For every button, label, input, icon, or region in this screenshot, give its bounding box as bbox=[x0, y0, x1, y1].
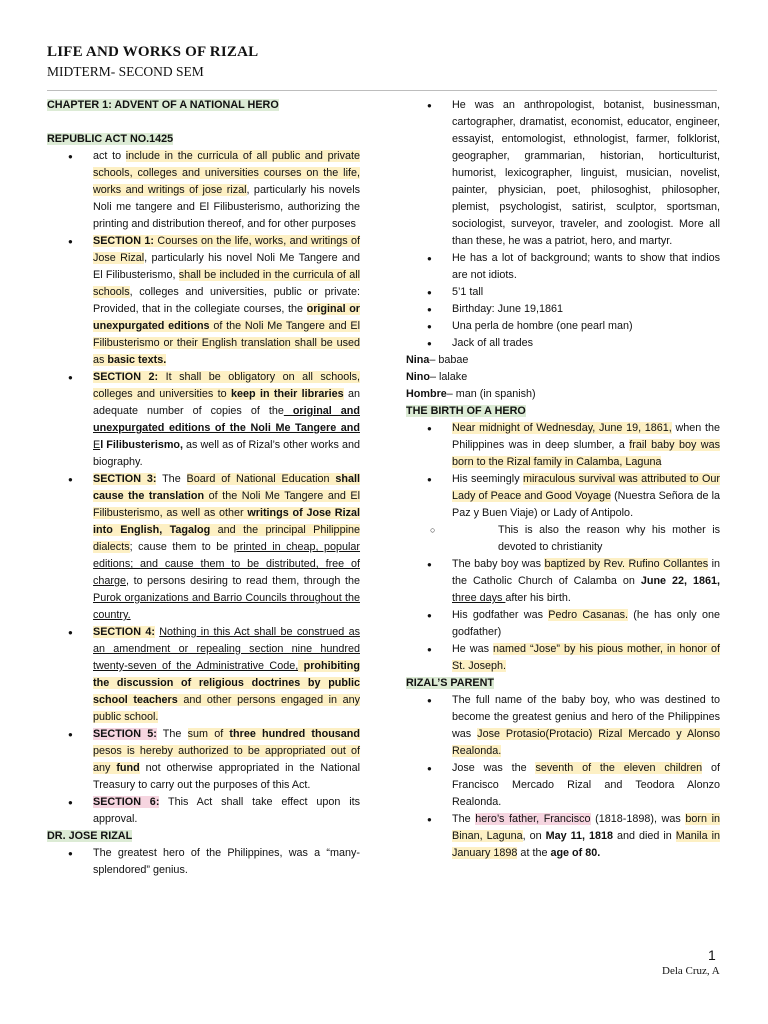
list-item: ● SECTION 3: The Board of National Education shall cause the translation of the Noli Me Tangere and El Filibusterismo, as well as other writings of Jose Rizal into English, Tagalog and the principal Philippine dialects; cause them to be printed in cheap, popular editions; and cause them to be distributed, free of charge, to persons desiring to read them, through the Purok organizations and Barrio Councils throughout the country. bbox=[47, 471, 360, 624]
republic-act-list bbox=[47, 148, 360, 828]
list-item: ● SECTION 2: It shall be obligatory on all schools, colleges and universities to keep in their libraries an adequate number of copies of the original and unexpurgated editions of the Noli Me Tangere and El Filibusterismo, as well as of Rizal’s other works and biography. bbox=[47, 369, 360, 471]
list-item: ● SECTION 5: The sum of three hundred thousand pesos is hereby authorized to be appropriated out of any fund not otherwise appropriated in the National Treasury to carry out the purposes of this Act. bbox=[47, 726, 360, 794]
rizal-traits-list bbox=[406, 97, 720, 352]
document-header bbox=[47, 44, 717, 80]
list-item: ● The hero’s father, Francisco (1818-1898), was born in Binan, Laguna, on May 11, 1818 and died in Manila in January 1898 at the age of 80. bbox=[406, 811, 720, 862]
birth-list bbox=[406, 420, 720, 675]
list-item: ● The full name of the baby boy, who was destined to become the greatest genius and hero of the Philippines was Jose Protasio(Protacio) Rizal Mercado y Alonso Realonda. bbox=[406, 692, 720, 760]
left-column bbox=[47, 97, 360, 879]
list-item: ● Jack of all trades bbox=[406, 335, 720, 352]
rizal-list bbox=[47, 845, 360, 879]
rizal-heading: DR. JOSE RIZAL bbox=[47, 830, 133, 842]
header-divider bbox=[47, 90, 717, 91]
list-item: ○ This is also the reason why his mother is devoted to christianity bbox=[406, 522, 720, 556]
chapter-heading: CHAPTER 1: ADVENT OF A NATIONAL HERO bbox=[47, 99, 279, 111]
page-number: 1 bbox=[708, 947, 716, 963]
list-item: ● Jose was the seventh of the eleven children of Francisco Mercado Rizal and Teodora Alonzo Realonda. bbox=[406, 760, 720, 811]
list-item: ● He was named “Jose” by his pious mother, in honor of St. Joseph. bbox=[406, 641, 720, 675]
vocab-nina: Nina– babae bbox=[406, 354, 469, 366]
parent-heading: RIZAL’S PARENT bbox=[406, 677, 494, 689]
document-subtitle: MIDTERM- SECOND SEM bbox=[47, 64, 204, 79]
vocab-nino: Nino– lalake bbox=[406, 371, 468, 383]
birth-heading: THE BIRTH OF A HERO bbox=[406, 405, 526, 417]
list-item: ● The greatest hero of the Philippines, was a “many-splendored” genius. bbox=[47, 845, 360, 879]
list-item: ● Near midnight of Wednesday, June 19, 1861, when the Philippines was in deep slumber, a frail baby boy was born to the Rizal family in Calamba, Laguna bbox=[406, 420, 720, 471]
list-item: ● SECTION 4: Nothing in this Act shall be construed as an amendment or repealing section nine hundred twenty-seven of the Administrative Code, prohibiting the discussion of religious doctrines by public school teachers and other persons engaged in any public school. bbox=[47, 624, 360, 726]
list-item: ● Una perla de hombre (one pearl man) bbox=[406, 318, 720, 335]
document-title: LIFE AND WORKS OF RIZAL bbox=[47, 44, 259, 60]
list-item: ● He has a lot of background; wants to show that indios are not idiots. bbox=[406, 250, 720, 284]
parent-list bbox=[406, 692, 720, 862]
list-item: ● The baby boy was baptized by Rev. Rufino Collantes in the Catholic Church of Calamba on June 22, 1861, three days after his birth. bbox=[406, 556, 720, 607]
list-item: ● SECTION 1: Courses on the life, works, and writings of Jose Rizal, particularly his novel Noli Me Tangere and El Filibusterismo, shall be included in the curricula of all schools, colleges and universities, public or private: Provided, that in the collegiate courses, the original or unexpurgated editions of the Noli Me Tangere and El Filibusterismo or their English translation shall be used as basic texts. bbox=[47, 233, 360, 369]
list-item: ● SECTION 6: This Act shall take effect upon its approval. bbox=[47, 794, 360, 828]
list-item: ● act to include in the curricula of all public and private schools, colleges and universities courses on the life, works and writings of jose rizal, particularly his novels Noli me tangere and El Filibusterismo, authorizing the printing and distribution thereof, and for other purposes bbox=[47, 148, 360, 233]
birth-sublist bbox=[452, 522, 720, 556]
list-item: ● His godfather was Pedro Casanas. (he has only one godfather) bbox=[406, 607, 720, 641]
list-item: ● 5’1 tall bbox=[406, 284, 720, 301]
vocab-hombre: Hombre– man (in spanish) bbox=[406, 388, 536, 400]
list-item: ● He was an anthropologist, botanist, businessman, cartographer, dramatist, economist, educator, engineer, essayist, entomologist, ethnologist, farmer, folklorist, geographer, grammarian, historian, horticulturist, humorist, lexicographer, linguist, musician, novelist, painter, physician, poet, philosoghist, philosopher, plemist, psychologist, satirist, sculptor, sportsman, sociologist, surveyor, traveler, and zoologist. More all than these, he was a patriot, hero, and martyr. bbox=[406, 97, 720, 250]
list-item: ● Birthday: June 19,1861 bbox=[406, 301, 720, 318]
author-name: Dela Cruz, A bbox=[662, 965, 720, 977]
republic-act-heading: REPUBLIC ACT NO.1425 bbox=[47, 133, 174, 145]
right-column bbox=[406, 97, 720, 862]
list-item: ● His seemingly miraculous survival was attributed to Our Lady of Peace and Good Voyage (Nuestra Señora de la Paz y Buen Viaje) or Lady of Antipolo. ○ This is also the reason why his mother is devoted to christianity bbox=[406, 471, 720, 556]
